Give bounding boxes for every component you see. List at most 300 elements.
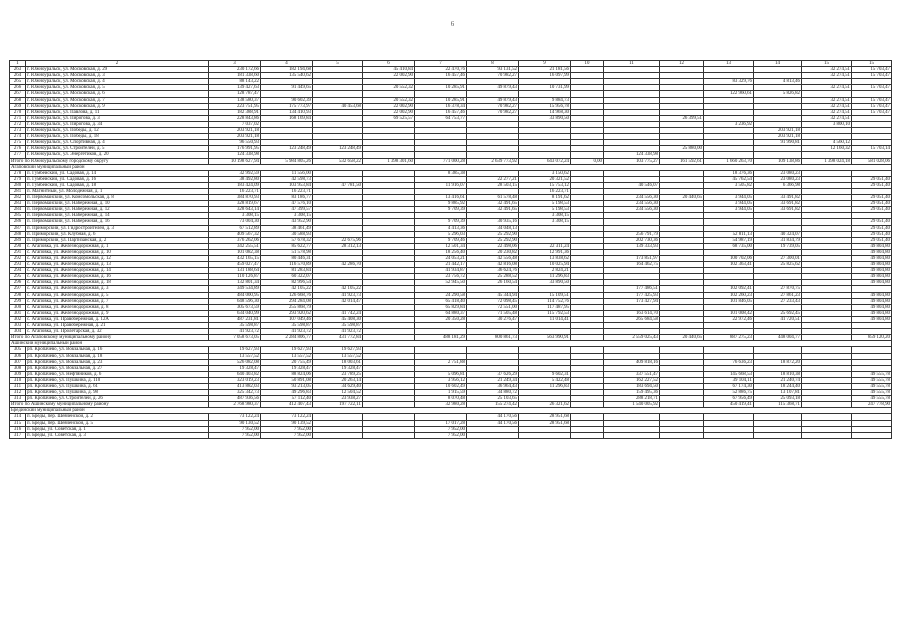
amount-cell: 203 921,18	[209, 134, 261, 140]
amount-cell: 3 944,05	[704, 201, 754, 207]
amount-cell: 234 556,30	[604, 195, 660, 201]
amount-cell: 11 556,00	[261, 170, 313, 176]
amount-cell: 68 735,00	[704, 243, 754, 249]
amount-cell: 8 070,48	[415, 396, 467, 402]
column-number-cell: 14	[754, 61, 802, 67]
amount-cell: 173 851,97	[604, 256, 660, 262]
row-number: 311	[10, 383, 26, 389]
row-number: 312	[10, 390, 26, 396]
amount-cell: 19 627,93	[261, 347, 313, 353]
amount-cell: 859 120,20	[852, 335, 892, 341]
address-cell: п. Бреды, пер. Шевченской, д. 5	[26, 420, 209, 426]
amount-cell	[754, 432, 802, 438]
amount-cell: 29 051,40	[852, 207, 892, 213]
amount-cell: 114 752,76	[519, 298, 571, 304]
address-cell: с. Агаповка, ул. Пролетарская, д. 32	[26, 329, 209, 335]
row-number: 306	[10, 353, 26, 359]
amount-cell: 115 368,71	[754, 402, 802, 408]
amount-cell	[604, 432, 660, 438]
amount-cell: 15 703,14	[852, 146, 892, 152]
amount-cell: 12 504,52	[313, 390, 363, 396]
amount-cell: 64 880,37	[415, 310, 467, 316]
address-cell: с. Агаповка, ул. Железнодорожная, д. 9	[26, 310, 209, 316]
amount-cell: 16 378,34	[415, 103, 467, 109]
amount-cell: 49 804,80	[852, 280, 892, 286]
amount-cell: 532 658,22	[313, 158, 363, 164]
amount-cell: 7 952,00	[415, 432, 467, 438]
amount-cell: 256 791,79	[604, 231, 660, 237]
amount-cell: 234 556,30	[604, 207, 660, 213]
address-cell: с. Агаповка, ул. Железнодорожная, д. 13	[26, 262, 209, 268]
address-cell: рп. Кропачево, ул. Вокзальная, д. 16	[26, 347, 209, 353]
amount-cell: 3 944,05	[704, 195, 754, 201]
address-cell: с. Агаповка, ул. Железнодорожная, д. 14	[26, 268, 209, 274]
amount-cell: 8 385,38	[415, 170, 467, 176]
page-number: 6	[450, 20, 455, 28]
amount-cell: 10 602,49	[415, 383, 467, 389]
amount-cell: 15 703,47	[852, 73, 892, 79]
amount-cell: 28 312,13	[313, 243, 363, 249]
amount-cell: 4 560,12	[802, 140, 852, 146]
amount-cell: 10 731,99	[519, 85, 571, 91]
table-body	[10, 61, 892, 439]
amount-cell: 34 880,72	[467, 390, 519, 396]
amount-cell: 182 388,91	[209, 109, 261, 115]
row-number: 296	[10, 280, 26, 286]
amount-cell: 103 775,27	[604, 158, 660, 164]
row-number: 317	[10, 432, 26, 438]
amount-cell: 139 427,63	[209, 85, 261, 91]
amount-cell: 2 824,21	[519, 268, 571, 274]
amount-cell: 10 198 627,94	[209, 158, 261, 164]
amount-cell: 432 165,15	[209, 256, 261, 262]
amount-cell: 412 407,43	[261, 402, 313, 408]
address-cell: рп. Кропачево, ул. Пушкина, д. 61	[26, 383, 209, 389]
amount-cell: 20 552,32	[363, 85, 415, 91]
amount-cell: 3 308,15	[519, 219, 571, 225]
address-cell: с. Агаповка, ул. Железнодорожная, д. 12	[26, 256, 209, 262]
address-cell: с. Агаповка, ул. Железнодорожная, д. 1	[26, 243, 209, 249]
amount-cell: 93 131,52	[467, 67, 519, 73]
amount-cell: 107 049,46	[261, 316, 313, 322]
amount-cell: 323 019,23	[209, 377, 261, 383]
amount-cell: 640 403,82	[209, 371, 261, 377]
amount-cell: 7 952,00	[261, 432, 313, 438]
amount-cell: 305 673,59	[209, 304, 261, 310]
row-number: 289	[10, 237, 26, 243]
amount-cell: 101 846,05	[704, 298, 754, 304]
address-cell: г. Южноуральск, ул. Пирогова, д. 3	[26, 115, 209, 121]
address-cell: г. Южноуральск, ул. Победы, д. 18	[26, 134, 209, 140]
amount-cell: 15 703,47	[852, 97, 892, 103]
amount-cell: 35 598,87	[209, 323, 261, 329]
amount-cell: 81 283,84	[261, 268, 313, 274]
amount-cell: 3 236,92	[704, 121, 754, 127]
amount-cell: 2 639 773,92	[467, 158, 519, 164]
amount-cell: 43 952,90	[261, 219, 313, 225]
amount-cell: 32 274,51	[802, 85, 852, 91]
amount-cell: 800 861,73	[467, 335, 519, 341]
column-number-cell: 3	[209, 61, 261, 67]
address-cell: рп. Кропачево, ул. Вокзальная, д. 23	[26, 359, 209, 365]
address-cell: п. Гумбейский, ул. Садовая, д. 18	[26, 182, 209, 188]
amount-cell: 134 410,93	[261, 109, 313, 115]
amount-cell: 42 598,73	[261, 176, 313, 182]
amount-cell: 45 408,30	[313, 316, 363, 322]
amount-cell: 29 051,40	[852, 176, 892, 182]
amount-cell: 49 555,78	[852, 396, 892, 402]
amount-cell: 5 296,03	[415, 231, 467, 237]
row-number: 299	[10, 298, 26, 304]
row-number: 286	[10, 219, 26, 225]
amount-cell: 138 580,37	[209, 97, 261, 103]
amount-cell: 13 557,52	[261, 353, 313, 359]
amount-cell: 41 742,24	[313, 310, 363, 316]
amount-cell	[519, 432, 571, 438]
amount-cell: 16 097,99	[519, 73, 571, 79]
amount-cell: 29 051,40	[852, 195, 892, 201]
amount-cell: 41 923,72	[313, 329, 363, 335]
amount-cell: 22 002,90	[363, 103, 415, 109]
amount-cell: 128 787,47	[209, 91, 261, 97]
amount-cell: 49 296,83	[261, 390, 313, 396]
amount-cell: 17 017,28	[415, 420, 467, 426]
amount-cell: 3 308,15	[261, 213, 313, 219]
amount-cell: 70 982,27	[467, 103, 519, 109]
row-number: 278	[10, 170, 26, 176]
amount-cell: 294 284,08	[261, 298, 313, 304]
amount-cell: 49 804,80	[852, 268, 892, 274]
amount-cell: 7 037,02	[209, 121, 261, 127]
amount-cell: 15 703,47	[852, 67, 892, 73]
amount-cell: 29 051,40	[852, 182, 892, 188]
amount-cell: 65 829,84	[415, 304, 467, 310]
amount-cell: 41 923,72	[261, 329, 313, 335]
amount-cell: 15 703,47	[852, 109, 892, 115]
amount-cell: 49 804,80	[852, 256, 892, 262]
column-number-cell: 15	[802, 61, 852, 67]
address-cell: рп. Кропачево, ул. Вокзальная, д. 18	[26, 353, 209, 359]
amount-cell: 183 424,09	[209, 182, 261, 188]
amount-cell: 29 051,40	[852, 201, 892, 207]
amount-cell: 42 105,22	[261, 286, 313, 292]
amount-cell	[802, 432, 852, 438]
amount-cell: 3 150,62	[519, 170, 571, 176]
column-number-cell: 1	[10, 61, 26, 67]
amount-cell: 5 198,53	[519, 207, 571, 213]
amount-cell: 14 968,30	[519, 109, 571, 115]
row-number: 301	[10, 310, 26, 316]
amount-cell: 110 126,87	[209, 274, 261, 280]
amount-cell: 413 882,03	[209, 383, 261, 389]
row-number: 300	[10, 304, 26, 310]
amount-cell: 9 709,46	[415, 237, 467, 243]
amount-cell: 23 080,23	[754, 170, 802, 176]
address-cell: г. Южноуральск, ул. Московская, д. 4	[26, 79, 209, 85]
amount-cell: 32 274,51	[802, 103, 852, 109]
amount-cell: 90 139,52	[261, 420, 313, 426]
address-cell: г. Южноуральск, ул. Спортивная, д. 4	[26, 140, 209, 146]
amount-cell: 21 249,34	[467, 377, 519, 383]
amount-cell: 42 556,48	[467, 256, 519, 262]
table-row	[10, 432, 892, 438]
amount-cell: 11 296,83	[519, 274, 571, 280]
row-number: 280	[10, 182, 26, 188]
amount-cell: 26 399,51	[660, 115, 704, 121]
amount-cell: 33 890,50	[519, 115, 571, 121]
amount-cell: 91 990,81	[754, 140, 802, 146]
amount-cell: 37 626,29	[467, 371, 519, 377]
amount-cell: 49 879,43	[467, 85, 519, 91]
amount-cell: 10 285,91	[415, 85, 467, 91]
amount-cell: 32 992,59	[209, 170, 261, 176]
amount-cell	[704, 432, 754, 438]
amount-cell: 431 772,84	[313, 335, 363, 341]
amount-cell: 33 691,82	[754, 207, 802, 213]
amount-cell: 23 080,23	[754, 176, 802, 182]
amount-cell: 21 442,17	[415, 262, 467, 268]
amount-cell: 325 342,73	[209, 390, 261, 396]
amount-cell: 5 096,81	[415, 371, 467, 377]
amount-cell: 25 825,62	[754, 262, 802, 268]
amount-cell: 20 440,65	[660, 195, 704, 201]
address-cell: с. Агаповка, ул. Железнодорожная, д. 7	[26, 298, 209, 304]
amount-cell: 49 555,78	[852, 383, 892, 389]
amount-cell: 30 588,93	[261, 231, 313, 237]
amount-cell: 57 112,40	[261, 396, 313, 402]
row-number: 297	[10, 286, 26, 292]
address-cell: г. Южноуральск, ул. Энергетиков, д. 20	[26, 152, 209, 158]
amount-cell: 1 540 005,92	[604, 402, 660, 408]
amount-cell: 15 703,47	[852, 85, 892, 91]
amount-cell: 42 286,70	[313, 262, 363, 268]
amount-cell: 49 804,80	[852, 298, 892, 304]
amount-cell: 40 453,68	[313, 103, 363, 109]
row-number: 290	[10, 243, 26, 249]
amount-cell: 72 551,00	[467, 304, 519, 310]
column-number-cell: 13	[704, 61, 754, 67]
amount-cell: 7 952,00	[415, 426, 467, 432]
amount-cell: 16 457,46	[415, 109, 467, 115]
address-cell: рп. Кропачево, ул. Строителей, д. 26	[26, 396, 209, 402]
amount-cell: 181 338,60	[209, 73, 261, 79]
amount-cell: 22 498,06	[467, 243, 519, 249]
amount-cell: 155 274,42	[467, 402, 519, 408]
row-number: 263	[10, 67, 26, 73]
address-cell: г. Южноуральск, ул. Московская, д. 6	[26, 91, 209, 97]
address-cell: г. Южноуральск, ул. Московская, д. 29	[26, 67, 209, 73]
amount-cell: 0,00	[571, 158, 604, 164]
amount-cell: 1 398 301,60	[363, 158, 415, 164]
document-body	[9, 60, 891, 439]
amount-cell: 28 503,15	[467, 182, 519, 188]
amount-cell: 32 491,65	[467, 201, 519, 207]
amount-cell: 40 324,07	[754, 231, 802, 237]
amount-cell: 45 410,84	[363, 67, 415, 73]
amount-cell: 19 627,93	[209, 347, 261, 353]
address-cell: п. Приморский, ул. Партизанская, д. 2	[26, 237, 209, 243]
amount-cell: 13 557,52	[209, 353, 261, 359]
row-number: 308	[10, 365, 26, 371]
amount-cell: 31 834,79	[754, 237, 802, 243]
column-number-cell: 5	[313, 61, 363, 67]
row-number: 304	[10, 329, 26, 335]
amount-cell: 337 551,47	[604, 371, 660, 377]
amount-cell: 202 730,36	[604, 237, 660, 243]
amount-cell: 16 223,71	[519, 188, 571, 194]
row-number: 264	[10, 73, 26, 79]
amount-cell: 288 218,71	[604, 396, 660, 402]
amount-cell: 13 838,62	[519, 256, 571, 262]
amount-cell: 4 813,46	[754, 79, 802, 85]
row-number: 270	[10, 109, 26, 115]
amount-cell: 25 880,00	[660, 146, 704, 152]
amount-cell: 450 419,41	[704, 402, 754, 408]
row-number: 267	[10, 91, 26, 97]
amount-cell: 342 255,51	[209, 243, 261, 249]
amount-cell: 28 951,68	[519, 420, 571, 426]
amount-cell: 203 921,18	[209, 128, 261, 134]
amount-cell: 15 703,47	[852, 103, 892, 109]
amount-cell: 65 418,40	[415, 298, 467, 304]
amount-cell: 93 213,05	[261, 383, 313, 389]
amount-cell: 41 720,51	[754, 316, 802, 322]
amount-cell: 9 709,39	[415, 219, 467, 225]
amount-cell: 182 194,68	[261, 67, 313, 73]
amount-cell: 27 300,01	[754, 256, 802, 262]
amount-cell: 20 350,28	[415, 316, 467, 322]
amount-cell: 5 422,48	[519, 377, 571, 383]
amount-cell: 42 105,22	[313, 286, 363, 292]
column-number-cell: 8	[467, 61, 519, 67]
address-cell: с. Агаповка, ул. Железнодорожная, д. 5	[26, 292, 209, 298]
amount-cell: 27 861,23	[754, 292, 802, 298]
amount-cell: 123 248,49	[313, 146, 363, 152]
district-heading: Брединский муниципальный район	[10, 408, 892, 414]
row-number: 285	[10, 213, 26, 219]
amount-cell: 22 311,24	[519, 243, 571, 249]
amount-cell: 32 274,51	[802, 115, 852, 121]
amount-cell: 32 274,51	[802, 73, 852, 79]
amount-cell: 83 329,76	[704, 79, 754, 85]
amount-cell: 19 328,47	[209, 365, 261, 371]
amount-cell: 634 040,99	[209, 310, 261, 316]
row-number: 268	[10, 97, 26, 103]
amount-cell: 49 804,80	[852, 243, 892, 249]
row-number: 271	[10, 115, 26, 121]
amount-cell: 223 751,95	[209, 103, 261, 109]
address-cell: г. Южноуральск, ул. Московская, д. 9	[26, 103, 209, 109]
amount-cell: 26 321,62	[519, 402, 571, 408]
amount-cell: 13 557,52	[313, 353, 363, 359]
amount-cell: 41 923,73	[313, 292, 363, 298]
amount-cell: 49 555,78	[852, 371, 892, 377]
amount-cell: 33 691,82	[754, 201, 802, 207]
amount-cell: 126 668,76	[261, 292, 313, 298]
address-cell: п. Первомайский, ул. Комсомольская, д. 8	[26, 195, 209, 201]
amount-cell: 9 885,92	[415, 201, 467, 207]
amount-cell: 6 366,98	[754, 182, 802, 188]
amount-cell: 448 004,77	[754, 335, 802, 341]
amount-cell: 265 684,58	[604, 316, 660, 322]
amount-cell: 228 843,86	[209, 115, 261, 121]
address-cell: г. Южноуральск, ул. Строителей, д. 5	[26, 146, 209, 152]
amount-cell: 45 762,54	[704, 176, 754, 182]
amount-cell: 35 598,87	[313, 323, 363, 329]
amount-cell: 25 103,65	[467, 396, 519, 402]
amount-cell: 109 138,86	[754, 158, 802, 164]
amount-cell: 384 870,93	[209, 195, 261, 201]
amount-cell	[313, 432, 363, 438]
amount-cell: 44 170,56	[467, 420, 519, 426]
amount-cell: 51 578,98	[261, 249, 313, 255]
amount-cell: 90 130,52	[209, 420, 261, 426]
amount-cell: 116 570,89	[261, 262, 313, 268]
amount-cell	[363, 432, 415, 438]
amount-cell: 11 916,07	[415, 182, 467, 188]
amount-cell: 34 048,13	[467, 225, 519, 231]
amount-cell: 42 014,47	[313, 298, 363, 304]
amount-cell: 18 376,36	[704, 170, 754, 176]
row-number: 273	[10, 128, 26, 134]
address-cell: п. Бреды, ул. Советская, д. 1	[26, 426, 209, 432]
amount-cell: 230 172,66	[209, 67, 261, 73]
address-cell: с. Агаповка, ул. Железнодорожная, д. 3	[26, 286, 209, 292]
amount-cell: 5 826,82	[754, 91, 802, 97]
amount-cell: 49 804,80	[852, 262, 892, 268]
amount-cell: 20 440,65	[660, 335, 704, 341]
amount-cell: 40 546,07	[604, 182, 660, 188]
amount-cell: 36 624,76	[467, 268, 519, 274]
row-number: 310	[10, 377, 26, 383]
amount-cell: 10 025,94	[519, 262, 571, 268]
amount-cell: 88 824,06	[261, 371, 313, 377]
amount-cell: 49 804,80	[852, 274, 892, 280]
amount-cell: 161 592,61	[660, 158, 704, 164]
amount-cell: 33 491,82	[754, 195, 802, 201]
row-number: 274	[10, 134, 26, 140]
amount-cell: 487 231,81	[209, 316, 261, 322]
amount-cell: 3 308,15	[209, 213, 261, 219]
amount-cell: 7 058 673,05	[209, 335, 261, 341]
amount-cell: 487 936,56	[209, 396, 261, 402]
amount-cell: 1 660 263,70	[704, 158, 754, 164]
row-number: 294	[10, 268, 26, 274]
amount-cell: 102 260,23	[704, 292, 754, 298]
row-number: 287	[10, 225, 26, 231]
amount-cell: 648 596,30	[209, 298, 261, 304]
amount-cell: 29 051,40	[852, 219, 892, 225]
amount-cell: 484 000,95	[209, 292, 261, 298]
row-number: 275	[10, 140, 26, 146]
amount-cell: 73 122,24	[261, 414, 313, 420]
amount-cell: 19 328,47	[313, 365, 363, 371]
amount-cell: 16 223,71	[209, 188, 261, 194]
amount-cell: 67 956,49	[704, 396, 754, 402]
row-number: 292	[10, 256, 26, 262]
address-cell: с. Агаповка, ул. Правобережная, д. 12А	[26, 316, 209, 322]
amount-cell: 2 284 806,77	[261, 335, 313, 341]
amount-cell: 21 240,74	[754, 377, 802, 383]
address-cell: п. Первомайский, ул. Набережная, д. 14	[26, 213, 209, 219]
total-label: Итого по Агаповскому муниципальному району	[10, 335, 209, 341]
amount-cell: 29 051,40	[852, 237, 892, 243]
column-number-cell: 11	[604, 61, 660, 67]
address-cell: п. Первомайский, ул. Набережная, д. 12	[26, 207, 209, 213]
amount-cell: 234 556,30	[604, 201, 660, 207]
amount-cell: 1 398 024,18	[802, 158, 852, 164]
amount-cell: 4 413,36	[415, 225, 467, 231]
